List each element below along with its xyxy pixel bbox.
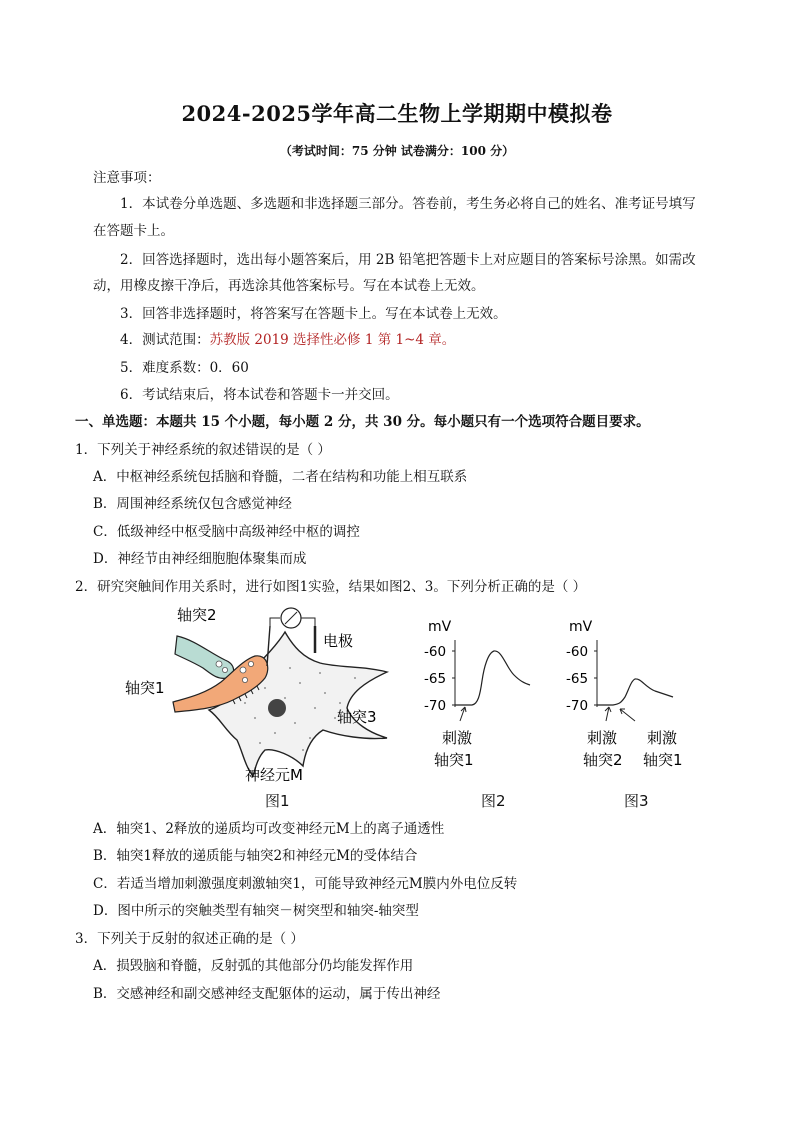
neuron-m-body: [209, 632, 387, 776]
fig2-stim-line-2: 轴突1: [434, 751, 474, 769]
note-2-line-2: 动，用橡皮擦干净后，再选涂其他答案标号。写在本试卷上无效。: [93, 278, 485, 294]
fig2-tick-60: -60: [424, 644, 447, 660]
note-1-line-1: 1．本试卷分单选题、多选题和非选择题三部分。答卷前，考生务必将自己的姓名、准考证号填写: [120, 196, 696, 212]
label-axon-3: 轴突3: [337, 708, 377, 726]
label-neuron-m: 神经元M: [245, 766, 303, 784]
q2-option-d: D．图中所示的突触类型有轴突－树突型和轴突-轴突型: [93, 903, 419, 919]
fig3-tick-70: -70: [566, 698, 589, 714]
fig2-tick-65: -65: [424, 671, 447, 687]
q1-option-c: C．低级神经中枢受脑中高级神经中枢的调控: [93, 524, 360, 540]
fig3-tick-60: -60: [566, 644, 589, 660]
fig2-unit: mV: [428, 619, 452, 635]
notes-heading: 注意事项：: [93, 170, 161, 186]
q3-stem: 3．下列关于反射的叙述正确的是（ ）: [75, 931, 304, 947]
q3-option-b: B．交感神经和副交感神经支配躯体的运动，属于传出神经: [93, 986, 441, 1002]
q3-option-a: A．损毁脑和脊髓，反射弧的其他部分仍均能发挥作用: [93, 958, 414, 974]
figure-1-synapse-diagram: [125, 598, 395, 798]
fig3-tick-65: -65: [566, 671, 589, 687]
figure-2-potential-graph: [420, 615, 550, 775]
figure-2-caption: 图2: [481, 792, 506, 810]
note-5: 5．难度系数：0．60: [120, 360, 249, 376]
fig2-curve: [455, 651, 530, 705]
q2-stem: 2．研究突触间作用关系时，进行如图1实验，结果如图2、3。下列分析正确的是（ ）: [75, 579, 587, 595]
figure-3-caption: 图3: [624, 792, 649, 810]
q1-option-b: B．周围神经系统仅包含感觉神经: [93, 496, 292, 512]
note-2-line-1: 2．回答选择题时，选出每小题答案后，用 2B 铅笔把答题卡上对应题目的答案标号涂黑。如需改: [120, 252, 696, 268]
q1-option-a: A．中枢神经系统包括脑和脊髓，二者在结构和功能上相互联系: [93, 469, 468, 485]
fig3-stim-a-line-1: 刺激: [587, 729, 618, 747]
q2-option-c: C．若适当增加刺激强度刺激轴突1，可能导致神经元M膜内外电位反转: [93, 876, 518, 892]
exam-info: （考试时间：75 分钟 试卷满分：100 分）: [279, 144, 515, 158]
fig2-tick-70: -70: [424, 698, 447, 714]
q2-option-a: A．轴突1、2释放的递质均可改变神经元M上的离子通透性: [93, 821, 445, 837]
section-heading: 一、单选题：本题共 15 个小题，每小题 2 分，共 30 分。每小题只有一个选项符合题目要求。: [75, 414, 650, 430]
note-4-range: 苏教版 2019 选择性必修 1 第 1~4 章。: [209, 332, 456, 348]
fig3-stim-b-line-2: 轴突1: [643, 751, 683, 769]
label-axon-2: 轴突2: [177, 606, 217, 624]
note-4: [120, 330, 455, 350]
note-1-line-2: 在答题卡上。: [93, 223, 174, 239]
fig3-unit: mV: [569, 619, 593, 635]
figure-3-potential-graph: [563, 615, 713, 775]
label-electrode: 电极: [323, 632, 354, 650]
q1-stem: 1．下列关于神经系统的叙述错误的是（ ）: [75, 442, 331, 458]
q2-option-b: B．轴突1释放的递质能与轴突2和神经元M的受体结合: [93, 848, 418, 864]
fig2-stim-line-1: 刺激: [442, 729, 473, 747]
fig3-stim-b-line-1: 刺激: [647, 729, 678, 747]
label-axon-1: 轴突1: [125, 679, 165, 697]
fig3-curve: [597, 679, 673, 705]
fig3-stim-a-line-2: 轴突2: [583, 751, 623, 769]
note-3: 3．回答非选择题时，将答案写在答题卡上。写在本试卷上无效。: [120, 306, 507, 322]
figure-1-caption: 图1: [265, 792, 290, 810]
note-6: 6．考试结束后，将本试卷和答题卡一并交回。: [120, 387, 399, 403]
page-title: 2024-2025学年高二生物上学期期中模拟卷: [181, 101, 613, 126]
note-4-prefix: 4．测试范围：: [120, 332, 210, 348]
nucleus: [268, 699, 286, 717]
q1-option-d: D．神经节由神经细胞胞体聚集而成: [93, 551, 307, 567]
